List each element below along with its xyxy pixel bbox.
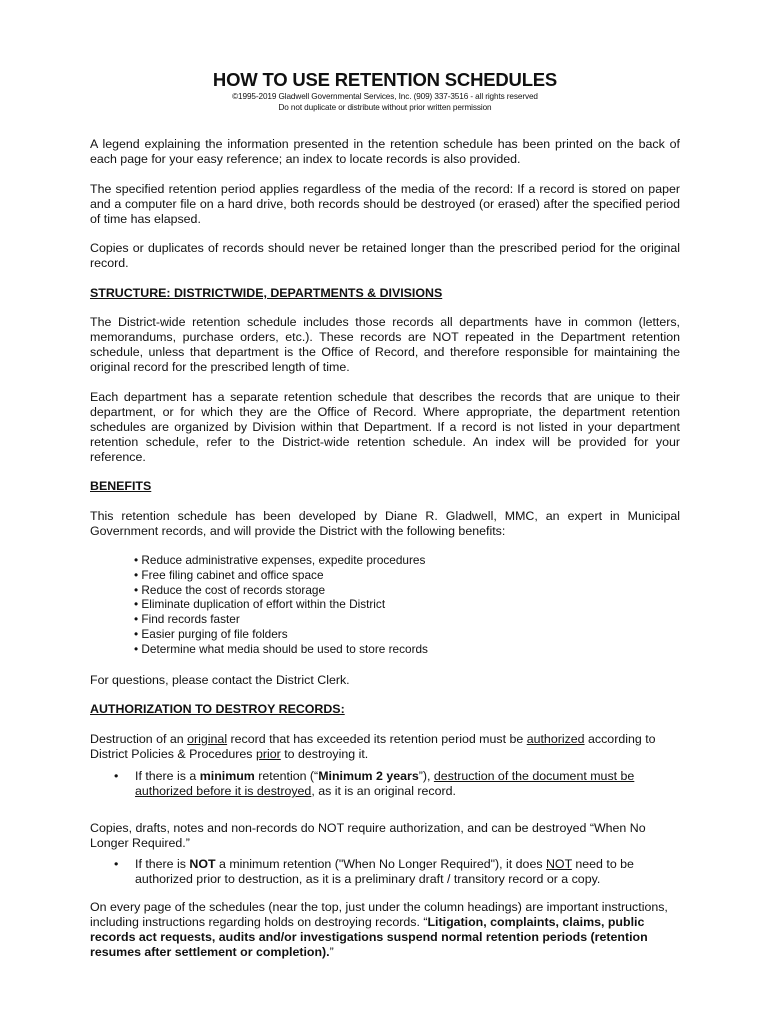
paragraph-districtwide: The District-wide retention schedule includes those records all departments have in common (letters, memorandums, purchase orders, etc.). These records are NOT repeated in the Department retention schedule, unless that department is the Office of Record, and therefore responsible for maintaining the original record for the prescribed length of time. xyxy=(90,315,680,374)
heading-authorization: AUTHORIZATION TO DESTROY RECORDS: xyxy=(90,702,345,716)
list-item: • Free filing cabinet and office space xyxy=(134,567,324,582)
benefits-list xyxy=(134,553,534,657)
list-item: • Determine what media should be used to store records xyxy=(134,641,428,656)
paragraph-destruction: Destruction of an original record that has exceeded its retention period must be authorized according to District Policies & Procedures prior to destroying it. xyxy=(90,732,656,761)
bullet-no-minimum: • If there is NOT a minimum retention ("When No Longer Required"), it does NOT need to be authorized prior to destruction, as it is a preliminary draft / transitory record or a copy. xyxy=(114,857,634,886)
copyright-line: ©1995-2019 Gladwell Governmental Services, Inc. (909) 337-3516 - all rights reserved xyxy=(232,92,538,101)
distribution-notice: Do not duplicate or distribute without prior written permission xyxy=(278,103,492,112)
paragraph-legend: A legend explaining the information presented in the retention schedule has been printed on the back of each page for your easy reference; an index to locate records is also provided. xyxy=(90,137,680,166)
heading-benefits: BENEFITS xyxy=(90,479,152,493)
paragraph-departments: Each department has a separate retention schedule that describes the records that are unique to their department, or for which they are the Office of Record. Where appropriate, the department retention schedules are organized by Division within that Department. If a record is not listed in your department retention schedule, refer to the District-wide retention schedule. An index will be provided for your reference. xyxy=(90,390,680,464)
paragraph-copies: Copies or duplicates of records should never be retained longer than the prescribed period for the original record. xyxy=(90,241,680,270)
list-item: • Easier purging of file folders xyxy=(134,626,288,641)
bullet-dot: • xyxy=(114,857,119,871)
list-item: • Reduce administrative expenses, expedite procedures xyxy=(134,553,426,567)
heading-structure: STRUCTURE: DISTRICTWIDE, DEPARTMENTS & DIVISIONS xyxy=(90,286,443,300)
list-item: • Eliminate duplication of effort within the District xyxy=(134,597,386,612)
paragraph-copies-drafts: Copies, drafts, notes and non-records do NOT require authorization, and can be destroyed “When No Longer Required.” xyxy=(90,821,646,850)
bullet-dot: • xyxy=(114,769,119,783)
paragraph-media: The specified retention period applies regardless of the media of the record: If a record is stored on paper and a computer file on a hard drive, both records should be destroyed (or erased) after the specified period of time has elapsed. xyxy=(90,182,680,226)
bullet-minimum-retention: • If there is a minimum retention (“Minimum 2 years”), destruction of the document must be authorized before it is destroyed, as it is an original record. xyxy=(114,769,635,798)
paragraph-developed-by: This retention schedule has been developed by Diane R. Gladwell, MMC, an expert in Municipal Government records, and will provide the District with the following benefits: xyxy=(90,509,680,538)
list-item: • Find records faster xyxy=(134,612,240,627)
page-title: HOW TO USE RETENTION SCHEDULES xyxy=(212,69,558,90)
list-item: • Reduce the cost of records storage xyxy=(134,582,326,597)
paragraph-instructions: On every page of the schedules (near the top, just under the column headings) are important instructions, including instructions regarding holds on destroying records. “Litigation, complaints, claims, public records act requests, audits and/or investigations suspend normal retention periods (retention resumes after settlement or completion).” xyxy=(90,900,668,959)
paragraph-contact: For questions, please contact the District Clerk. xyxy=(90,673,350,687)
